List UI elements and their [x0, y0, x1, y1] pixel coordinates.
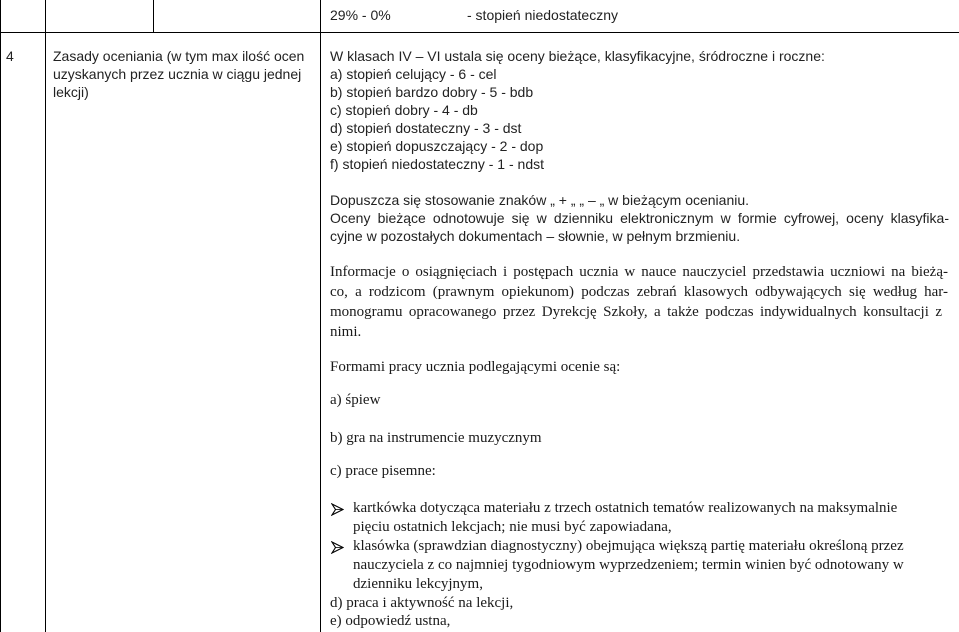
grade-item: c) stopień dobry - 4 - db: [330, 102, 478, 118]
info-line-4: nimi.: [330, 324, 362, 340]
bullet1-line-1: kartkówka dotycząca materiału z trzech ostatnich tematów realizowanych na maksymalnie: [353, 500, 898, 516]
bullet2-line-2: nauczyciela z co najmniej tygodniowym wyprzedzeniem; termin winien być odnotowany w: [353, 557, 904, 573]
row-label-line-3: lekcji): [53, 84, 89, 100]
grade-item: e) stopień dopuszczający - 2 - dop: [330, 138, 544, 154]
grade-item: d) stopień dostateczny - 3 - dst: [330, 120, 522, 136]
grades-intro: W klasach IV – VI ustala się oceny bieżące, klasyfikacyjne, śródroczne i roczne:: [330, 48, 825, 64]
records-line-1: Oceny bieżące odnotowuje się w dzienniku elektronicznym w formie cyfrowej, oceny klasyfika-: [330, 210, 949, 226]
arrowhead-bullet-icon: [331, 503, 344, 516]
form-b: b) gra na instrumencie muzycznym: [330, 430, 542, 446]
form-a: a) śpiew: [330, 392, 381, 408]
grade-item: b) stopień bardzo dobry - 5 - bdb: [330, 84, 534, 100]
row-label-line-1: Zasady oceniania (w tym max ilość ocen: [53, 48, 305, 64]
bullet2-line-1: klasówka (sprawdzian diagnostyczny) obejmująca większą partię materiału określoną przez: [353, 538, 904, 554]
table-row-divider: [0, 32, 959, 33]
top-row-percent: 29% - 0%: [330, 7, 391, 23]
signs-note: Dopuszcza się stosowanie znaków „ + „ „ – „ w bieżącym ocenianiu.: [330, 192, 750, 208]
table-border-left: [0, 0, 1, 632]
row-label-line-2: uzyskanych przez ucznia w ciągu jednej: [53, 66, 302, 82]
form-d: d) praca i aktywność na lekcji,: [330, 595, 514, 611]
form-c: c) prace pisemne:: [330, 463, 436, 479]
table-border-col1: [45, 0, 46, 632]
top-row-grade: - stopień niedostateczny: [467, 7, 618, 23]
info-line-1: Informacje o osiągnięciach i postępach ucznia w nauce nauczyciel przedstawia uczniowi na bieżą-: [330, 264, 948, 280]
bullet2-line-3: dzienniku lekcyjnym,: [353, 576, 483, 592]
grade-item: a) stopień celujący - 6 - cel: [330, 66, 497, 82]
table-border-inner-top: [153, 0, 154, 33]
row-number: 4: [6, 48, 14, 64]
grade-item: f) stopień niedostateczny - 1 - ndst: [330, 156, 544, 172]
info-line-3: monogramu opracowanego przez Dyrekcję Szkoły, a także podczas indywidualnych konsultacji z: [330, 304, 942, 320]
records-line-2: cyjne w pozostałych dokumentach – słownie, w pełnym brzmieniu.: [330, 228, 741, 244]
info-line-2: co, a rodzicom (prawnym opiekunom) podczas zebrań klasowych odbywających się według har-: [330, 284, 948, 300]
arrowhead-bullet-icon: [331, 541, 344, 554]
form-e: e) odpowiedź ustna,: [330, 613, 451, 629]
forms-heading: Formami pracy ucznia podlegającymi ocenie są:: [330, 359, 621, 375]
table-border-col2: [320, 0, 321, 632]
bullet1-line-2: pięciu ostatnich lekcjach; nie musi być zapowiadana,: [353, 519, 672, 535]
